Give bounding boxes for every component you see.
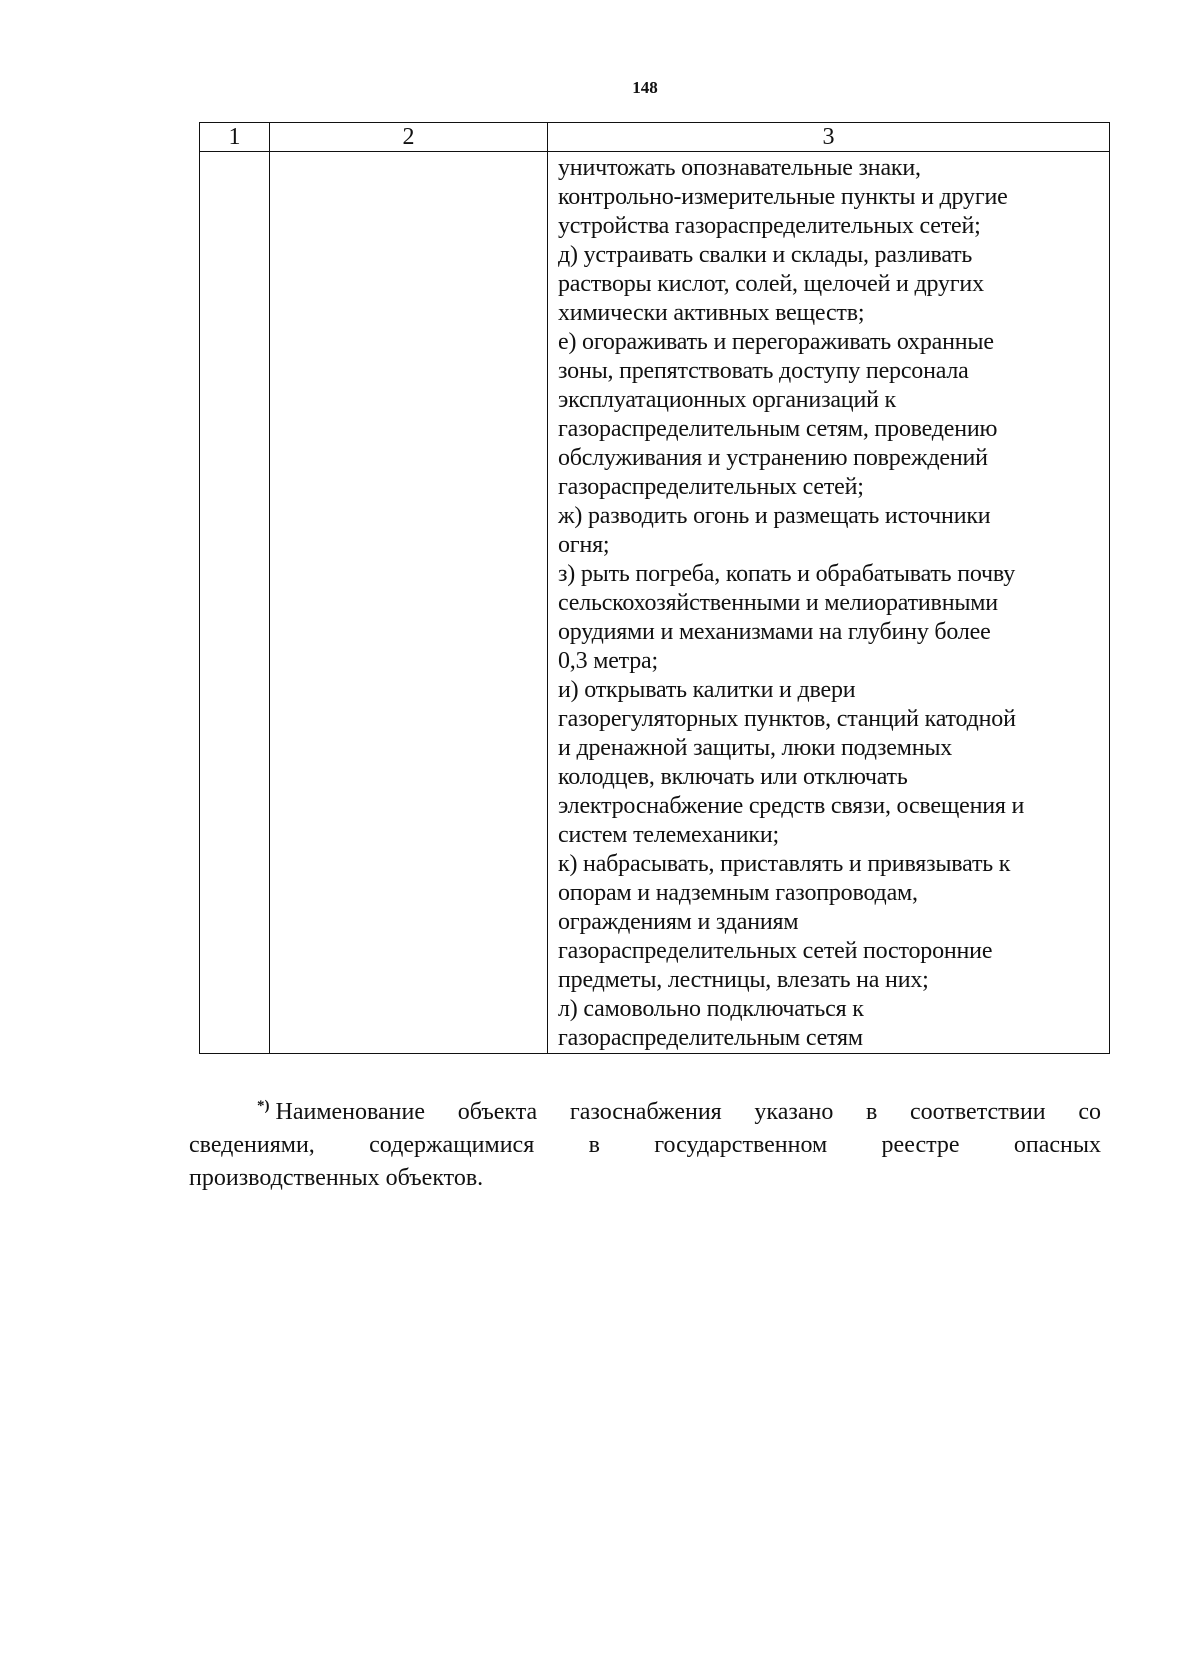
cell-text-line: орудиями и механизмами на глубину более <box>558 619 991 645</box>
cell-text-line: и) открывать калитки и двери <box>558 677 856 703</box>
cell-text-line: колодцев, включать или отключать <box>558 764 908 790</box>
footnote-line <box>189 1090 1101 1129</box>
cell-text-line: газораспределительным сетям, проведению <box>558 416 998 442</box>
cell-text-line: систем телемеханики; <box>558 822 779 848</box>
table-cell-col1 <box>200 152 270 1054</box>
cell-text-line: огня; <box>558 532 610 558</box>
cell-text-line: обслуживания и устранению повреждений <box>558 445 988 471</box>
footnote <box>189 1090 1101 1195</box>
cell-text-line: эксплуатационных организаций к <box>558 387 896 413</box>
cell-text-line: опорам и надземным газопроводам, <box>558 880 918 906</box>
cell-text-line: газораспределительных сетей; <box>558 474 864 500</box>
document-table <box>199 122 1110 1054</box>
cell-text-line: л) самовольно подключаться к <box>558 996 864 1022</box>
cell-text-line: е) огораживать и перегораживать охранные <box>558 329 994 355</box>
table-row <box>200 152 1110 1054</box>
column-header-3: 3 <box>548 123 1110 152</box>
cell-text-line: электроснабжение средств связи, освещения и <box>558 793 1025 819</box>
page-number: 148 <box>632 78 658 97</box>
footnote-text: Наименование объекта газоснабжения указано в соответствии со <box>275 1099 1101 1125</box>
cell-text-line: ж) разводить огонь и размещать источники <box>558 503 991 529</box>
cell-text-line: к) набрасывать, приставлять и привязывать к <box>558 851 1011 877</box>
cell-text-line: д) устраивать свалки и склады, разливать <box>558 242 973 268</box>
cell-text-line: ограждениям и зданиям <box>558 909 799 935</box>
cell-text-line: и дренажной защиты, люки подземных <box>558 735 953 761</box>
cell-text-line: газораспределительным сетям <box>558 1025 863 1051</box>
cell-text-line: предметы, лестницы, влезать на них; <box>558 967 929 993</box>
table-cell-col2 <box>270 152 548 1054</box>
footnote-line: производственных объектов. <box>189 1165 484 1191</box>
cell-text-line: устройства газораспределительных сетей; <box>558 213 981 239</box>
footnote-line: сведениями, содержащимися в государственном реестре опасных <box>189 1132 1101 1158</box>
table-header-row <box>200 123 1110 152</box>
cell-text-line: з) рыть погреба, копать и обрабатывать почву <box>558 561 1016 587</box>
column-header-2: 2 <box>270 123 548 152</box>
cell-text-line: газорегуляторных пунктов, станций катодной <box>558 706 1016 732</box>
cell-text-line: растворы кислот, солей, щелочей и других <box>558 271 984 297</box>
cell-text-line: уничтожать опознавательные знаки, <box>558 155 921 181</box>
cell-text-line: контрольно-измерительные пункты и другие <box>558 184 1008 210</box>
column-header-1: 1 <box>200 123 270 152</box>
cell-text-line: газораспределительных сетей посторонние <box>558 938 993 964</box>
cell-text-line: 0,3 метра; <box>558 648 658 674</box>
cell-text-line: сельскохозяйственными и мелиоративными <box>558 590 998 616</box>
cell-text-line: зоны, препятствовать доступу персонала <box>558 358 969 384</box>
table-cell-col3 <box>548 152 1110 1054</box>
footnote-marker: *) <box>257 1098 270 1114</box>
cell-text-line: химически активных веществ; <box>558 300 865 326</box>
